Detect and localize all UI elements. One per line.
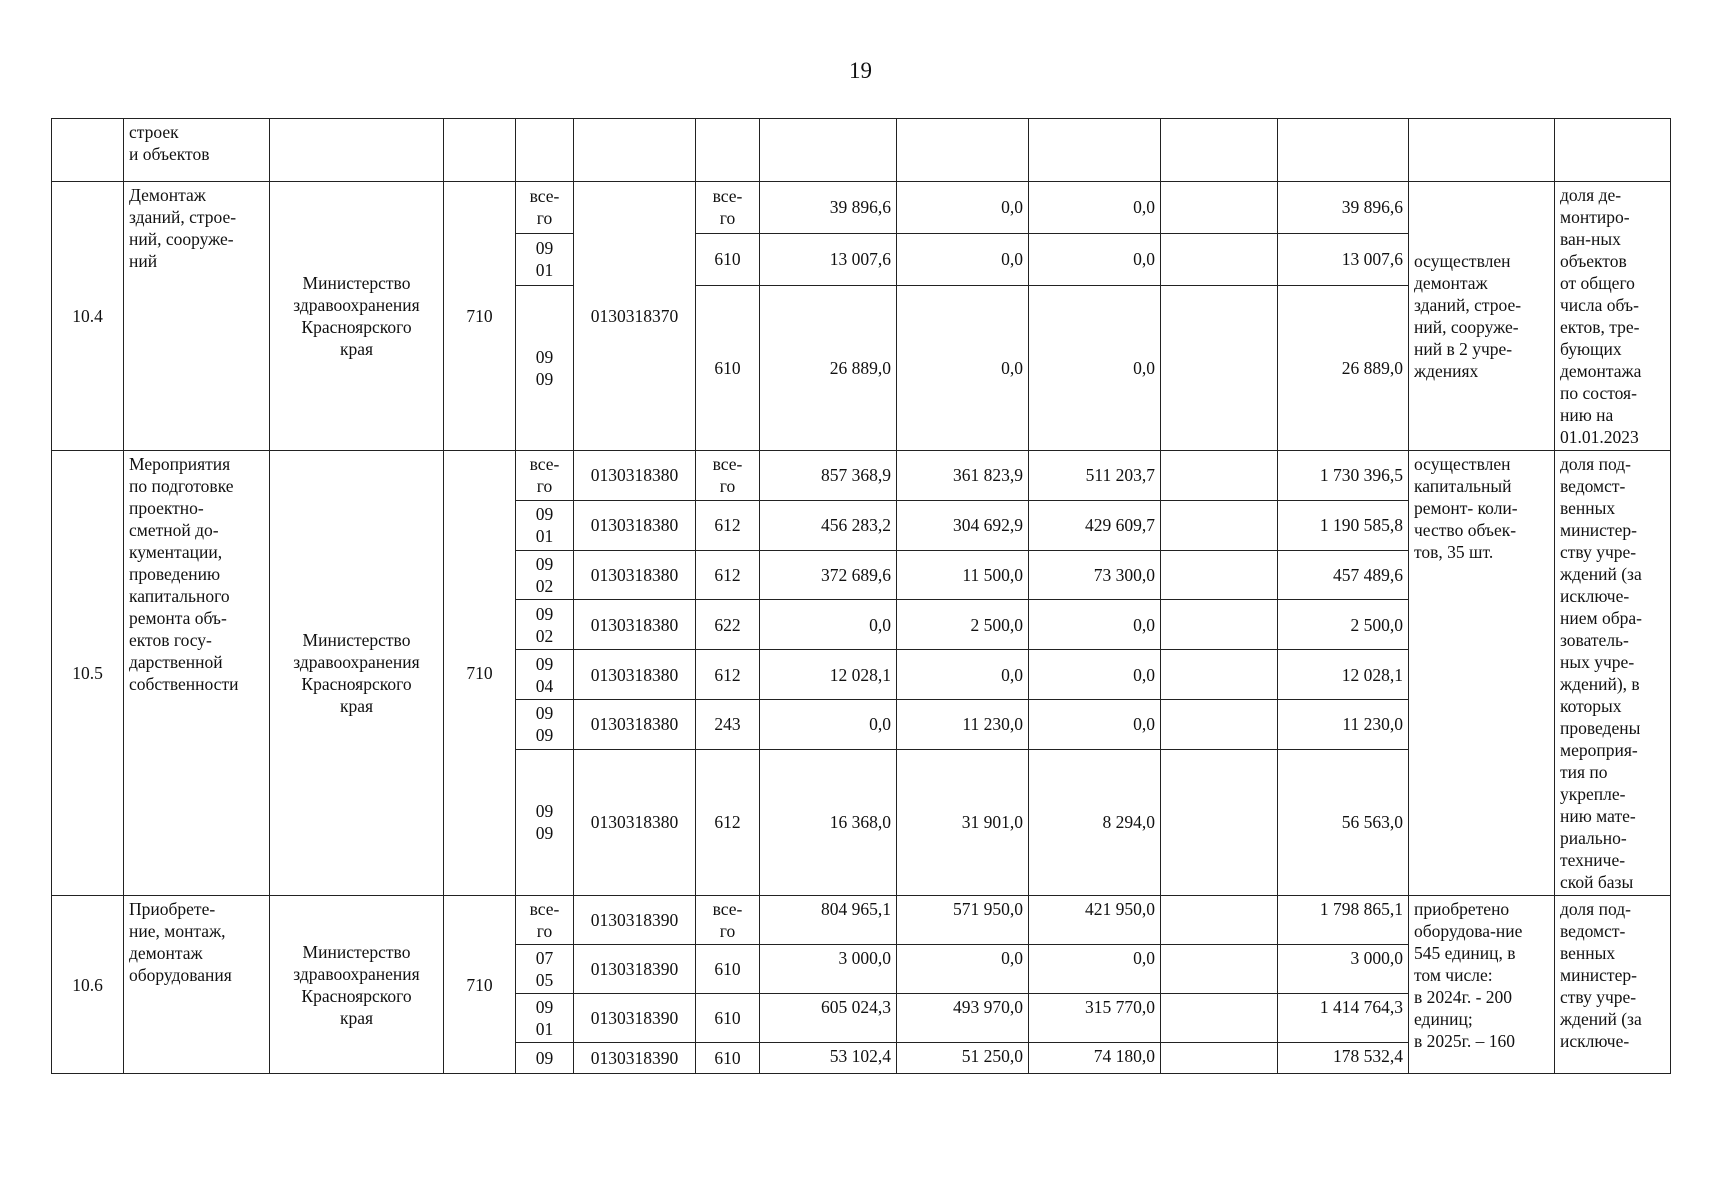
cell-year1: 13 007,6 bbox=[760, 233, 897, 285]
cell-empty bbox=[760, 119, 897, 182]
cell-csr: 0130318380 bbox=[574, 749, 696, 895]
cell-empty bbox=[1278, 119, 1409, 182]
cell-text: 622 bbox=[714, 614, 741, 635]
cell-text: доля под- bbox=[1560, 899, 1631, 919]
cell-csr: 0130318380 bbox=[574, 550, 696, 600]
cell-name bbox=[124, 896, 270, 1074]
cell-text: осуществлен bbox=[1414, 454, 1511, 474]
cell-text: и объектов bbox=[129, 144, 210, 164]
program-table bbox=[51, 118, 1671, 1074]
cell-year1: 53 102,4 bbox=[760, 1043, 897, 1074]
cell-text: ждениях bbox=[1414, 361, 1479, 381]
cell-year2: 0,0 bbox=[897, 650, 1029, 700]
cell-csr: 0130318380 bbox=[574, 699, 696, 749]
cell-text: ству учре- bbox=[1560, 542, 1637, 562]
cell-text: ждений (за bbox=[1560, 564, 1642, 584]
cell-text: исключе- bbox=[1560, 586, 1630, 606]
cell-year4 bbox=[1161, 285, 1278, 450]
cell-empty bbox=[270, 119, 444, 182]
cell-year1: 3 000,0 bbox=[760, 945, 897, 994]
cell-num bbox=[52, 119, 124, 182]
cell-vr bbox=[696, 1043, 760, 1074]
cell-text: по состоя- bbox=[1560, 383, 1637, 403]
cell-total: 56 563,0 bbox=[1278, 749, 1409, 895]
cell-text: края bbox=[339, 1007, 374, 1028]
cell-text: венных bbox=[1560, 498, 1616, 518]
cell-vr bbox=[696, 994, 760, 1043]
cell-total: 11 230,0 bbox=[1278, 699, 1409, 749]
cell-num: 10.5 bbox=[52, 451, 124, 896]
cell-year1: 12 028,1 bbox=[760, 650, 897, 700]
cell-year4 bbox=[1161, 896, 1278, 945]
cell-year3: 0,0 bbox=[1029, 285, 1161, 450]
cell-text: Мероприятия bbox=[129, 454, 231, 474]
cell-year1: 0,0 bbox=[760, 699, 897, 749]
cell-text: 243 bbox=[714, 714, 741, 735]
cell-year4 bbox=[1161, 451, 1278, 501]
cell-rzpr bbox=[516, 600, 574, 650]
cell-name bbox=[124, 119, 270, 182]
cell-year2: 571 950,0 bbox=[897, 896, 1029, 945]
cell-year3: 429 609,7 bbox=[1029, 500, 1161, 550]
cell-vr bbox=[696, 233, 760, 285]
cell-text: мероприя- bbox=[1560, 740, 1638, 760]
cell-year1: 16 368,0 bbox=[760, 749, 897, 895]
cell-year4 bbox=[1161, 650, 1278, 700]
cell-vr bbox=[696, 896, 760, 945]
cell-text: венных bbox=[1560, 943, 1616, 963]
cell-indicator bbox=[1555, 896, 1671, 1074]
cell-rzpr bbox=[516, 1043, 574, 1074]
cell-year3: 0,0 bbox=[1029, 233, 1161, 285]
table-row bbox=[52, 896, 1671, 945]
cell-year4 bbox=[1161, 500, 1278, 550]
cell-text: чество объек- bbox=[1414, 520, 1517, 540]
cell-text: доля де- bbox=[1560, 185, 1622, 205]
cell-text: го bbox=[536, 208, 553, 229]
cell-text: нием обра- bbox=[1560, 608, 1642, 628]
cell-text: 05 bbox=[535, 970, 554, 990]
cell-text: ние, монтаж, bbox=[129, 921, 226, 941]
cell-result bbox=[1409, 182, 1555, 451]
cell-text: 01 bbox=[535, 260, 554, 281]
cell-text: сметной до- bbox=[129, 520, 219, 540]
cell-year3: 0,0 bbox=[1029, 699, 1161, 749]
cell-text: ждений), в bbox=[1560, 674, 1640, 694]
cell-year2: 361 823,9 bbox=[897, 451, 1029, 501]
cell-text: здравоохранения bbox=[293, 295, 420, 315]
cell-year4 bbox=[1161, 182, 1278, 234]
cell-text: риально- bbox=[1560, 828, 1627, 848]
cell-csr: 0130318380 bbox=[574, 500, 696, 550]
cell-text: ведомст- bbox=[1560, 476, 1626, 496]
cell-text: единиц; bbox=[1414, 1009, 1473, 1029]
cell-year3: 74 180,0 bbox=[1029, 1043, 1161, 1074]
cell-text: проектно- bbox=[129, 498, 204, 518]
cell-csr: 0130318390 bbox=[574, 945, 696, 994]
cell-text: нию мате- bbox=[1560, 806, 1636, 826]
cell-text: осуществлен bbox=[1414, 251, 1511, 271]
cell-text: бующих bbox=[1560, 339, 1622, 359]
page-number: 19 bbox=[849, 58, 872, 83]
cell-text: 07 bbox=[535, 948, 554, 968]
cell-text: 612 bbox=[714, 564, 741, 585]
cell-year2: 11 230,0 bbox=[897, 699, 1029, 749]
cell-year3: 421 950,0 bbox=[1029, 896, 1161, 945]
cell-year1: 605 024,3 bbox=[760, 994, 897, 1043]
cell-text: 610 bbox=[714, 1008, 741, 1028]
cell-text: 09 bbox=[535, 801, 554, 822]
cell-text: ремонт- коли- bbox=[1414, 498, 1518, 518]
cell-text: все- bbox=[529, 454, 560, 475]
cell-text: 610 bbox=[714, 249, 741, 270]
cell-text: по подготовке bbox=[129, 476, 234, 496]
cell-year2: 2 500,0 bbox=[897, 600, 1029, 650]
cell-empty bbox=[516, 119, 574, 182]
cell-csr: 0130318390 bbox=[574, 1043, 696, 1074]
cell-num: 10.4 bbox=[52, 182, 124, 451]
cell-empty bbox=[574, 119, 696, 182]
cell-rzpr bbox=[516, 650, 574, 700]
cell-text: зователь- bbox=[1560, 630, 1629, 650]
cell-year2: 0,0 bbox=[897, 945, 1029, 994]
cell-year2: 0,0 bbox=[897, 233, 1029, 285]
cell-empty bbox=[1161, 119, 1278, 182]
cell-ministry bbox=[270, 451, 444, 896]
cell-empty bbox=[1555, 119, 1671, 182]
cell-text: ван-ных bbox=[1560, 229, 1621, 249]
cell-year3: 0,0 bbox=[1029, 650, 1161, 700]
cell-text: министер- bbox=[1560, 965, 1637, 985]
cell-year4 bbox=[1161, 233, 1278, 285]
cell-text: Красноярского bbox=[301, 985, 412, 1006]
cell-text: оборудова-ние bbox=[1414, 921, 1523, 941]
cell-text: приобретено bbox=[1414, 899, 1510, 919]
cell-rzpr bbox=[516, 285, 574, 450]
cell-year4 bbox=[1161, 699, 1278, 749]
cell-text: 09 bbox=[535, 346, 554, 367]
cell-text: 04 bbox=[535, 675, 554, 696]
cell-year1: 26 889,0 bbox=[760, 285, 897, 450]
cell-text: ний bbox=[129, 251, 158, 271]
cell-num: 10.6 bbox=[52, 896, 124, 1074]
cell-year2: 493 970,0 bbox=[897, 994, 1029, 1043]
cell-text: 09 bbox=[535, 653, 554, 674]
cell-text: края bbox=[339, 339, 374, 359]
cell-empty bbox=[696, 119, 760, 182]
cell-text: ской базы bbox=[1560, 872, 1634, 892]
cell-rzpr bbox=[516, 451, 574, 501]
cell-text: Красноярского bbox=[301, 674, 412, 694]
cell-year2: 51 250,0 bbox=[897, 1043, 1029, 1074]
cell-grbs: 710 bbox=[444, 451, 516, 896]
cell-text: ных учре- bbox=[1560, 652, 1635, 672]
cell-name bbox=[124, 182, 270, 451]
cell-text: ведомст- bbox=[1560, 921, 1626, 941]
cell-text: ний в 2 учре- bbox=[1414, 339, 1513, 359]
cell-text: проведены bbox=[1560, 718, 1641, 738]
cell-total: 457 489,6 bbox=[1278, 550, 1409, 600]
cell-text: все- bbox=[529, 899, 560, 919]
cell-text: 612 bbox=[714, 515, 741, 536]
cell-name bbox=[124, 451, 270, 896]
cell-text: в 2024г. - 200 bbox=[1414, 987, 1513, 1007]
cell-rzpr bbox=[516, 896, 574, 945]
cell-text: ремонта объ- bbox=[129, 608, 227, 628]
table-row bbox=[52, 451, 1671, 501]
cell-vr bbox=[696, 650, 760, 700]
cell-text: здравоохранения bbox=[293, 963, 420, 984]
cell-year4 bbox=[1161, 1043, 1278, 1074]
cell-year1: 456 283,2 bbox=[760, 500, 897, 550]
cell-total: 1 730 396,5 bbox=[1278, 451, 1409, 501]
cell-year3: 73 300,0 bbox=[1029, 550, 1161, 600]
cell-text: 610 bbox=[714, 959, 741, 979]
cell-rzpr bbox=[516, 699, 574, 749]
cell-text: 612 bbox=[714, 812, 741, 833]
cell-vr bbox=[696, 749, 760, 895]
cell-text: 545 единиц, в bbox=[1414, 943, 1516, 963]
cell-text: проведению bbox=[129, 564, 221, 584]
cell-text: 09 bbox=[535, 725, 554, 746]
cell-text: которых bbox=[1560, 696, 1622, 716]
cell-text: ждений (за bbox=[1560, 1009, 1642, 1029]
cell-text: исключе- bbox=[1560, 1031, 1630, 1051]
cell-text: 09 bbox=[535, 504, 554, 525]
cell-year1: 857 368,9 bbox=[760, 451, 897, 501]
cell-total: 26 889,0 bbox=[1278, 285, 1409, 450]
cell-vr bbox=[696, 500, 760, 550]
cell-empty bbox=[444, 119, 516, 182]
cell-csr: 0130318390 bbox=[574, 896, 696, 945]
cell-text: оборудования bbox=[129, 965, 232, 985]
cell-text: все- bbox=[712, 899, 743, 919]
cell-year2: 31 901,0 bbox=[897, 749, 1029, 895]
cell-text: 01 bbox=[535, 526, 554, 547]
cell-year3: 0,0 bbox=[1029, 945, 1161, 994]
table-row-continuation bbox=[52, 119, 1671, 182]
cell-grbs: 710 bbox=[444, 896, 516, 1074]
cell-text: Демонтаж bbox=[129, 185, 206, 205]
cell-text: ектов госу- bbox=[129, 630, 212, 650]
cell-text: 09 bbox=[535, 368, 554, 389]
cell-ministry bbox=[270, 182, 444, 451]
cell-year1: 372 689,6 bbox=[760, 550, 897, 600]
cell-text: 02 bbox=[535, 625, 554, 646]
cell-total: 178 532,4 bbox=[1278, 1043, 1409, 1074]
cell-year4 bbox=[1161, 600, 1278, 650]
cell-text: края bbox=[339, 696, 374, 716]
cell-text: нию на bbox=[1560, 405, 1614, 425]
cell-ministry bbox=[270, 896, 444, 1074]
cell-text: тов, 35 шт. bbox=[1414, 542, 1494, 562]
cell-text: все- bbox=[712, 186, 743, 207]
cell-csr: 0130318380 bbox=[574, 650, 696, 700]
cell-indicator bbox=[1555, 182, 1671, 451]
cell-text: Красноярского bbox=[301, 317, 412, 337]
cell-text: том числе: bbox=[1414, 965, 1493, 985]
cell-year2: 0,0 bbox=[897, 182, 1029, 234]
cell-total: 12 028,1 bbox=[1278, 650, 1409, 700]
cell-text: зданий, строе- bbox=[129, 207, 237, 227]
cell-text: министер- bbox=[1560, 520, 1637, 540]
cell-text: все- bbox=[712, 454, 743, 475]
cell-text: го bbox=[719, 476, 736, 497]
cell-empty bbox=[1029, 119, 1161, 182]
cell-text: ству учре- bbox=[1560, 987, 1637, 1007]
cell-text: все- bbox=[529, 186, 560, 207]
table-row bbox=[52, 182, 1671, 234]
cell-text: в 2025г. – 160 bbox=[1414, 1031, 1515, 1051]
cell-empty bbox=[897, 119, 1029, 182]
cell-total: 3 000,0 bbox=[1278, 945, 1409, 994]
cell-text: здравоохранения bbox=[293, 652, 420, 672]
cell-text: капитальный bbox=[1414, 476, 1512, 496]
cell-year4 bbox=[1161, 550, 1278, 600]
cell-year3: 0,0 bbox=[1029, 600, 1161, 650]
cell-year3: 8 294,0 bbox=[1029, 749, 1161, 895]
cell-text: кументации, bbox=[129, 542, 223, 562]
cell-year2: 11 500,0 bbox=[897, 550, 1029, 600]
cell-text: строек bbox=[129, 122, 179, 142]
cell-text: Министерство bbox=[302, 273, 411, 293]
cell-year4 bbox=[1161, 945, 1278, 994]
cell-indicator bbox=[1555, 451, 1671, 896]
cell-text: объектов bbox=[1560, 251, 1627, 271]
cell-year1: 0,0 bbox=[760, 600, 897, 650]
cell-total: 13 007,6 bbox=[1278, 233, 1409, 285]
table-body bbox=[52, 119, 1671, 1074]
cell-text: монтиро- bbox=[1560, 207, 1630, 227]
cell-text: 09 bbox=[535, 823, 554, 844]
cell-vr bbox=[696, 285, 760, 450]
cell-vr bbox=[696, 550, 760, 600]
cell-csr: 0130318390 bbox=[574, 994, 696, 1043]
cell-total: 2 500,0 bbox=[1278, 600, 1409, 650]
cell-text: 02 bbox=[535, 575, 554, 596]
cell-text: 610 bbox=[714, 357, 741, 378]
cell-text: демонтаж bbox=[129, 943, 203, 963]
cell-rzpr bbox=[516, 182, 574, 234]
cell-vr bbox=[696, 451, 760, 501]
cell-total: 1 414 764,3 bbox=[1278, 994, 1409, 1043]
cell-year2: 304 692,9 bbox=[897, 500, 1029, 550]
cell-year3: 0,0 bbox=[1029, 182, 1161, 234]
cell-text: 09 bbox=[535, 603, 554, 624]
cell-text: капитального bbox=[129, 586, 230, 606]
cell-text: тия по bbox=[1560, 762, 1608, 782]
cell-total: 39 896,6 bbox=[1278, 182, 1409, 234]
cell-rzpr bbox=[516, 233, 574, 285]
cell-text: ний, сооруже- bbox=[129, 229, 234, 249]
cell-text: укрепле- bbox=[1560, 784, 1626, 804]
cell-text: го bbox=[536, 921, 553, 941]
cell-text: го bbox=[536, 476, 553, 497]
cell-vr bbox=[696, 699, 760, 749]
cell-text: 09 bbox=[535, 1048, 554, 1068]
cell-text: 01 bbox=[535, 1019, 554, 1039]
cell-text: 610 bbox=[714, 1048, 741, 1068]
cell-rzpr bbox=[516, 500, 574, 550]
cell-text: ний, сооруже- bbox=[1414, 317, 1519, 337]
cell-text: Приобрете- bbox=[129, 899, 216, 919]
cell-text: 09 bbox=[535, 703, 554, 724]
cell-year3: 511 203,7 bbox=[1029, 451, 1161, 501]
cell-text: го bbox=[719, 208, 736, 229]
cell-text: техниче- bbox=[1560, 850, 1626, 870]
cell-text: демонтажа bbox=[1560, 361, 1642, 381]
cell-text: ектов, тре- bbox=[1560, 317, 1640, 337]
cell-csr: 0130318370 bbox=[574, 182, 696, 451]
cell-total: 1 798 865,1 bbox=[1278, 896, 1409, 945]
cell-csr: 0130318380 bbox=[574, 600, 696, 650]
cell-year3: 315 770,0 bbox=[1029, 994, 1161, 1043]
cell-year1: 804 965,1 bbox=[760, 896, 897, 945]
cell-text: доля под- bbox=[1560, 454, 1631, 474]
cell-text: дарственной bbox=[129, 652, 223, 672]
cell-text: 09 bbox=[535, 997, 554, 1017]
cell-result bbox=[1409, 896, 1555, 1074]
cell-text: собственности bbox=[129, 674, 239, 694]
cell-text: Министерство bbox=[302, 941, 411, 962]
cell-total: 1 190 585,8 bbox=[1278, 500, 1409, 550]
cell-grbs: 710 bbox=[444, 182, 516, 451]
cell-rzpr bbox=[516, 550, 574, 600]
cell-text: зданий, строе- bbox=[1414, 295, 1522, 315]
cell-year4 bbox=[1161, 994, 1278, 1043]
cell-text: числа объ- bbox=[1560, 295, 1639, 315]
cell-rzpr bbox=[516, 994, 574, 1043]
cell-vr bbox=[696, 600, 760, 650]
cell-text: го bbox=[719, 921, 736, 941]
cell-vr bbox=[696, 945, 760, 994]
cell-empty bbox=[1409, 119, 1555, 182]
cell-year2: 0,0 bbox=[897, 285, 1029, 450]
cell-text: 612 bbox=[714, 664, 741, 685]
cell-text: 09 bbox=[535, 238, 554, 259]
cell-text: 09 bbox=[535, 553, 554, 574]
cell-text: 01.01.2023 bbox=[1560, 427, 1639, 447]
cell-csr: 0130318380 bbox=[574, 451, 696, 501]
cell-text: Министерство bbox=[302, 630, 411, 650]
cell-rzpr bbox=[516, 749, 574, 895]
cell-year4 bbox=[1161, 749, 1278, 895]
cell-result bbox=[1409, 451, 1555, 896]
cell-text: от общего bbox=[1560, 273, 1635, 293]
cell-vr bbox=[696, 182, 760, 234]
cell-text: демонтаж bbox=[1414, 273, 1488, 293]
cell-rzpr bbox=[516, 945, 574, 994]
cell-year1: 39 896,6 bbox=[760, 182, 897, 234]
